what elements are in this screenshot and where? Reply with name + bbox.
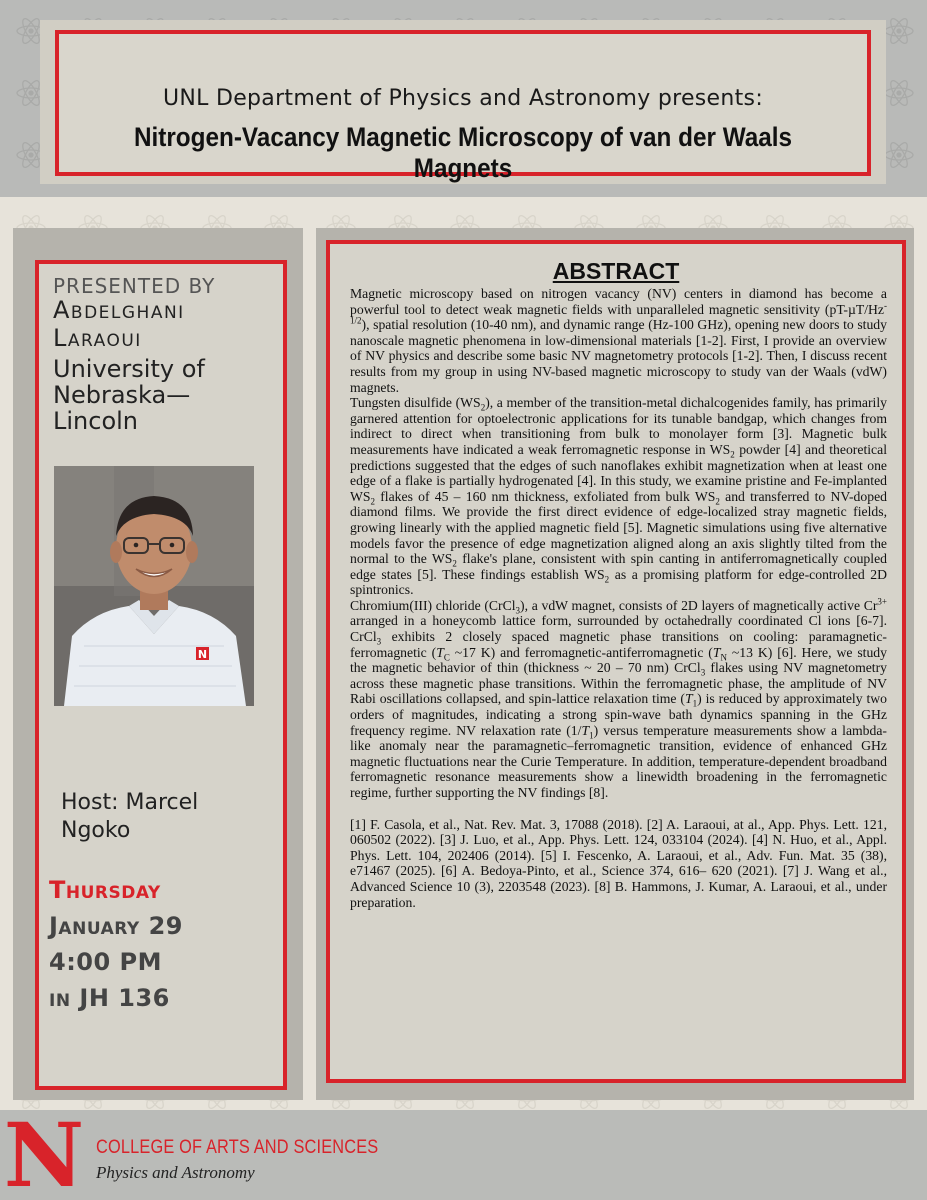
speaker-affiliation [53, 356, 283, 434]
affiliation-line-3: Lincoln [53, 407, 139, 435]
affiliation-line-2: Nebraska— [53, 381, 191, 409]
references: [1] F. Casola, et al., Nat. Rev. Mat. 3, 17088 (2018). [2] A. Laraoui, at al., App. Phys. Lett. 121, 060502 (2022). [3] J. Luo, et al., App. Phys. Lett. 124, 033104 (2024). [4] N. Huo, et al., Appl. Phys. Lett. 104, 202406 (2014). [5] I. Fescenko, A. Laraoui, et al., Adv. Fun. Mat. 35 (38), e71467 (2025). [6] A. Bedoya-Pinto, et al., Science 374, 616– 620 (2021). [7] J. Wang et al., Advanced Science 10 (3), 2203548 (2023). [8] B. Hammons, J. Kumar, A. Laraoui, et al., under preparation. [350, 816, 887, 910]
abstract-paragraph-crcl3: Chromium(III) chloride (CrCl$_3$), a vdW magnet, consists of 2D layers of magnetically active $Cr^{3+}$ arranged in a honeycomb lattice form, surrounded by octahedrally coordinated Cl ions [6-7]. CrCl$_3$ exhibits 2 closely spaced magnetic phase transitions on cooling: paramagnetic-ferromagnetic ($T_C$ ~17 K) and ferromagnetic-antiferromagnetic ($T_N$ ~13 K) [6]. Here, we study the magnetic behavior of thin (thickness ~ 20 – 70 nm) CrCl$_3$ flakes using NV magnetometry across these magnetic phase transitions. Within the ferromagnetic phase, the amplitude of NV Rabi oscillations collapsed, and spin-lattice relaxation time $(T_1)$ is reduced by approximately two orders of magnitudes, indicating a strong spin-wave bath dynamics spanning in the GHz frequency regime. NV relaxation rate $(1/T_1)$ versus temperature measurements show a lambda-like anomaly near the paramagnetic–ferromagnetic transition, evidence of enhanced GHz magnetic fluctuations near the Curie Temperature. In addition, temperature-dependent broadband ferromagnetic resonance measurements show a linewidth broadening in the ferromagnetic regime, further supporting the NV findings [8]. [350, 596, 888, 800]
speaker-frame [35, 260, 287, 1090]
abstract-paragraph-ws2: Tungsten disulfide $(WS_2)$, a member of the transition-metal dichalcogenides family, has primarily garnered attention for optoelectronic applications for its tunable bandgap, which changes from indirect to direct when transitioning from bulk to monolayer form [3]. Magnetic bulk measurements have indicated a weak ferromagnetic response in $WS_2$ powder [4] and theoretical predictions suggested that the edges of such nanoflakes exhibit magnetization when at least one edge of a flake is partially hydrogenated [4]. In this study, we examine pristine and Fe-implanted $WS_2$ flakes of 45 – 160 nm thickness, exfoliated from bulk $WS_2$ and transferred to NV-doped diamond films. We provide the first direct evidence of edge-localized stray magnetic fields, growing linearly with the applied magnetic field [5]. Magnetic simulations using five alternative models favor the presence of edge magnetization aligned along an axis slightly tilted from the normal to the $WS_2$ flake's plane, consistent with spin canting in antiferromagnetically coupled edge states [5]. These findings establish $WS_2$ as a promising platform for edge-controlled 2D spintronics. [350, 395, 888, 598]
abstract-panel [316, 228, 914, 1100]
college-name: COLLEGE OF ARTS AND SCIENCES [96, 1137, 379, 1158]
talk-title: Nitrogen-Vacancy Magnetic Microscopy of van der Waals Magnets [133, 122, 793, 183]
speaker-panel [13, 228, 303, 1100]
nebraska-n-logo [4, 1114, 84, 1196]
abstract-paragraph-nv: Magnetic microscopy based on nitrogen vacancy (NV) centers in diamond has become a powerful tool to detect weak magnetic fields with unparalleled magnetic sensitivity $(pT-\mu T/Hz^{-1/2})$, spatial resolution (10-40 nm), and dynamic range (Hz-100 GHz), opening new doors to study nanoscale magnetic phenomena in low-dimensional materials [1-2]. First, I provide an overview of NV physics and describe some basic NV magnetometry protocols [1-2]. Then, I discuss recent results from my group in using NV-based magnetic microscopy to study van der Waals (vdW) magnets. [350, 286, 887, 395]
department-name: Physics and Astronomy [96, 1163, 255, 1182]
svg-text:N: N [4, 1114, 84, 1196]
footer [0, 1110, 927, 1200]
event-room: in JH 136 [49, 984, 170, 1012]
speaker-first-name: Abdelghani [53, 296, 185, 324]
presented-by-label: PRESENTED BY [53, 274, 216, 298]
affiliation-line-1: University of [53, 355, 205, 383]
title-panel [40, 20, 886, 184]
event-time: 4:00 PM [49, 948, 163, 976]
svg-text:N: N [197, 648, 208, 661]
presents-line: UNL Department of Physics and Astronomy presents: [162, 86, 764, 111]
host-line: Host: Marcel Ngoko [61, 790, 199, 843]
event-day: Thursday [49, 876, 161, 904]
speaker-photo [54, 466, 254, 706]
speaker-name [53, 296, 283, 352]
speaker-portrait [54, 466, 254, 706]
event-date: January 29 [49, 912, 183, 940]
abstract-heading: ABSTRACT [552, 258, 680, 284]
abstract-body [350, 286, 887, 910]
speaker-last-name: Laraoui [53, 324, 142, 352]
abstract-frame [326, 240, 906, 1083]
title-frame [55, 30, 871, 183]
